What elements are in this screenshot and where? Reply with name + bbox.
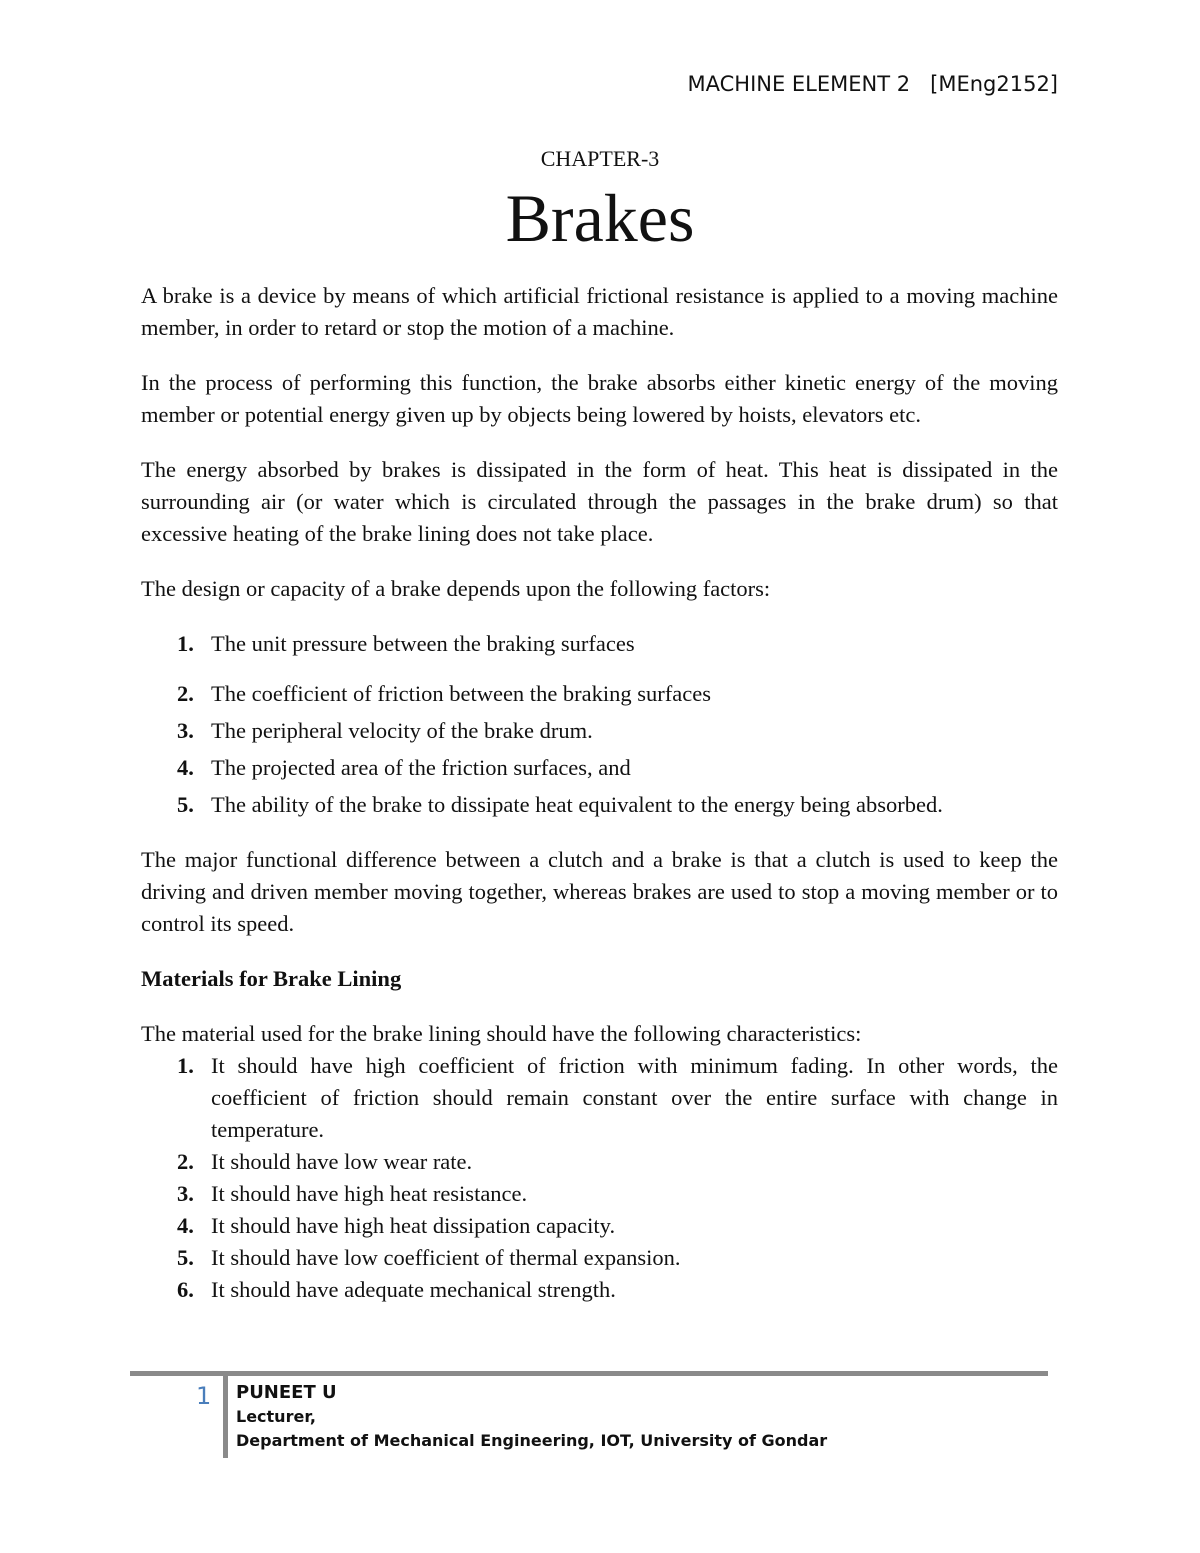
- list-item: [141, 752, 1058, 784]
- list-item: [141, 1146, 1058, 1178]
- paragraph-materials-intro: The material used for the brake lining should have the following characteristics:: [141, 1021, 862, 1046]
- running-header: MACHINE ELEMENT 2 [MEng2152]: [687, 72, 1058, 96]
- list-item: [141, 715, 1058, 747]
- footer-divider: [130, 1371, 1048, 1376]
- footer-vertical-divider: [223, 1376, 228, 1458]
- design-factors-list: [141, 628, 1058, 821]
- list-item: [141, 1178, 1058, 1210]
- footer-role: Lecturer,: [236, 1407, 316, 1426]
- page-number: 1: [196, 1382, 212, 1410]
- paragraph-definition: A brake is a device by means of which artificial frictional resistance is applied to a moving machine member, in order to retard or stop the motion of a machine.: [141, 283, 1058, 340]
- list-number: 3.: [177, 1181, 194, 1206]
- list-number: 3.: [177, 718, 194, 743]
- paragraph-heat-dissipation: The energy absorbed by brakes is dissipated in the form of heat. This heat is dissipated in the surrounding air (or water which is circulated through the passages in the brake drum) so that excessive heating of the brake lining does not take place.: [141, 457, 1058, 546]
- list-item-text: It should have adequate mechanical strength.: [211, 1277, 616, 1302]
- footer-affiliation: Department of Mechanical Engineering, IOT, University of Gondar: [236, 1431, 828, 1450]
- list-number: 1.: [177, 631, 194, 656]
- list-item-text: It should have low coefficient of thermal expansion.: [211, 1245, 681, 1270]
- section-heading-materials: Materials for Brake Lining: [141, 966, 402, 991]
- list-number: 4.: [177, 755, 194, 780]
- paragraph-clutch-vs-brake: The major functional difference between a clutch and a brake is that a clutch is used to keep the driving and driven member moving together, whereas brakes are used to stop a moving member or to control its speed.: [141, 847, 1058, 936]
- list-item-text: The coefficient of friction between the braking surfaces: [211, 681, 711, 706]
- list-number: 2.: [177, 1149, 194, 1174]
- chapter-title: Brakes: [505, 180, 695, 256]
- list-item: [141, 789, 1058, 821]
- materials-characteristics-list: [141, 1050, 1058, 1306]
- list-item-text: It should have low wear rate.: [211, 1149, 473, 1174]
- list-item: [141, 1242, 1058, 1274]
- list-item: [141, 1050, 1058, 1146]
- list-item-text: It should have high heat dissipation capacity.: [211, 1213, 616, 1238]
- list-item-text: The peripheral velocity of the brake drum.: [211, 718, 593, 743]
- list-number: 5.: [177, 1245, 194, 1270]
- list-item: [141, 628, 1058, 660]
- list-item-text: It should have high heat resistance.: [211, 1181, 528, 1206]
- list-number: 6.: [177, 1277, 194, 1302]
- paragraph-design-factors-intro: The design or capacity of a brake depends upon the following factors:: [141, 576, 771, 601]
- list-item-text: The ability of the brake to dissipate heat equivalent to the energy being absorbed.: [211, 792, 943, 817]
- body-text: [141, 280, 1058, 1329]
- list-number: 4.: [177, 1213, 194, 1238]
- footer-author-block: [236, 1381, 827, 1453]
- list-number: 5.: [177, 792, 194, 817]
- list-item-text: The unit pressure between the braking surfaces: [211, 631, 635, 656]
- paragraph-energy-absorption: In the process of performing this function, the brake absorbs either kinetic energy of the moving member or potential energy given up by objects being lowered by hoists, elevators etc.: [141, 370, 1058, 427]
- list-item: [141, 1210, 1058, 1242]
- list-item-text: The projected area of the friction surfaces, and: [211, 755, 631, 780]
- list-item: [141, 1274, 1058, 1306]
- list-number: 2.: [177, 681, 194, 706]
- footer-author: PUNEET U: [236, 1382, 337, 1403]
- list-item: [141, 678, 1058, 710]
- chapter-label: CHAPTER-3: [540, 146, 660, 171]
- list-number: 1.: [177, 1053, 194, 1078]
- list-item-text: It should have high coefficient of friction with minimum fading. In other words, the coefficient of friction should remain constant over the entire surface with change in temperature.: [211, 1053, 1058, 1142]
